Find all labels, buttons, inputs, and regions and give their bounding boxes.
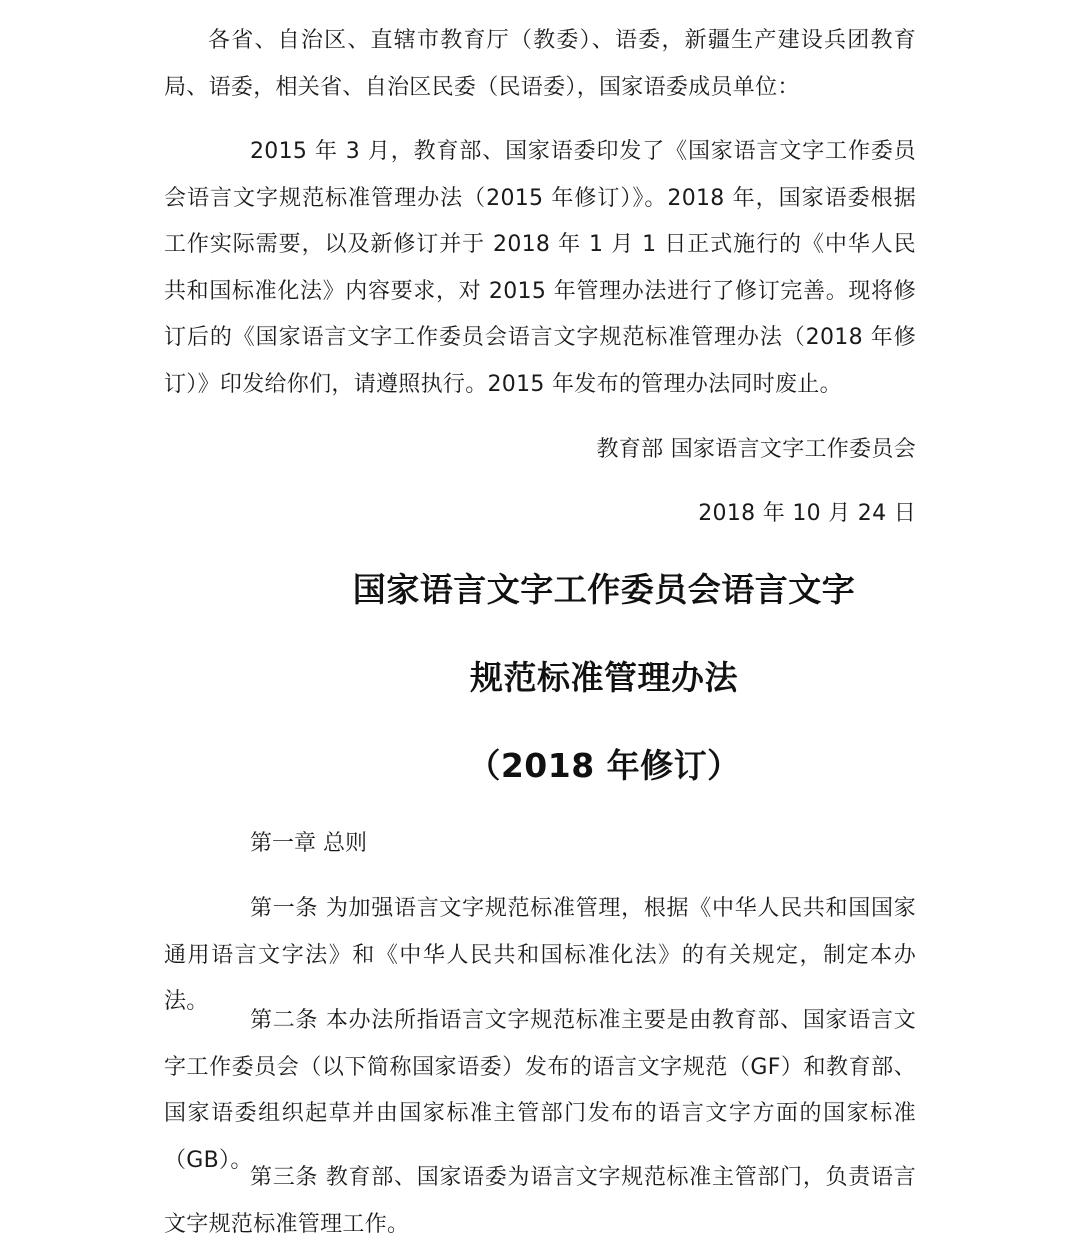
document-page <box>164 0 916 1245</box>
document-title-line-3: （2018 年修订） <box>467 746 741 785</box>
notice-body-paragraph: 2015 年 3 月，教育部、国家语委印发了《国家语言文字工作委员会语言文字规范标准管理办法（2015 年修订）》。2018 年，国家语委根据工作实际需要，以及新修订并于 2018 年 1 月 1 日正式施行的《中华人民共和国标准化法》内容要求，对 2015 年管理办法进行了修订完善。现将修订后的《国家语言文字工作委员会语言文字规范标准管理办法（2018 年修订）》印发给你们，请遵照执行。2015 年发布的管理办法同时废止。 <box>164 139 916 397</box>
document-title-line-2: 规范标准管理办法 <box>470 658 738 697</box>
article-1: 第一条 为加强语言文字规范标准管理，根据《中华人民共和国国家通用语言文字法》和《中华人民共和国标准化法》的有关规定，制定本办法。 <box>164 896 916 1014</box>
issuer-signature: 教育部 国家语言文字工作委员会 <box>596 437 916 462</box>
article-2: 第二条 本办法所指语言文字规范标准主要是由教育部、国家语言文字工作委员会（以下简称国家语委）发布的语言文字规范（GF）和教育部、国家语委组织起草并由国家标准主管部门发布的语言文字方面的国家标准（GB）。 <box>164 1008 916 1173</box>
issue-date: 2018 年 10 月 24 日 <box>698 501 916 526</box>
title-line-3-wrap <box>0 744 1080 788</box>
chapter-1-heading: 第一章 总则 <box>250 831 367 856</box>
address-paragraph: 各省、自治区、直辖市教育厅（教委）、语委，新疆生产建设兵团教育局、语委，相关省、自治区民委（民语委），国家语委成员单位： <box>164 28 916 100</box>
document-title-line-1: 国家语言文字工作委员会语言文字 <box>352 570 856 609</box>
title-line-1-wrap <box>0 568 1080 612</box>
article-3: 第三条 教育部、国家语委为语言文字规范标准主管部门，负责语言文字规范标准管理工作。 <box>164 1165 916 1237</box>
title-line-2-wrap <box>0 656 1080 700</box>
